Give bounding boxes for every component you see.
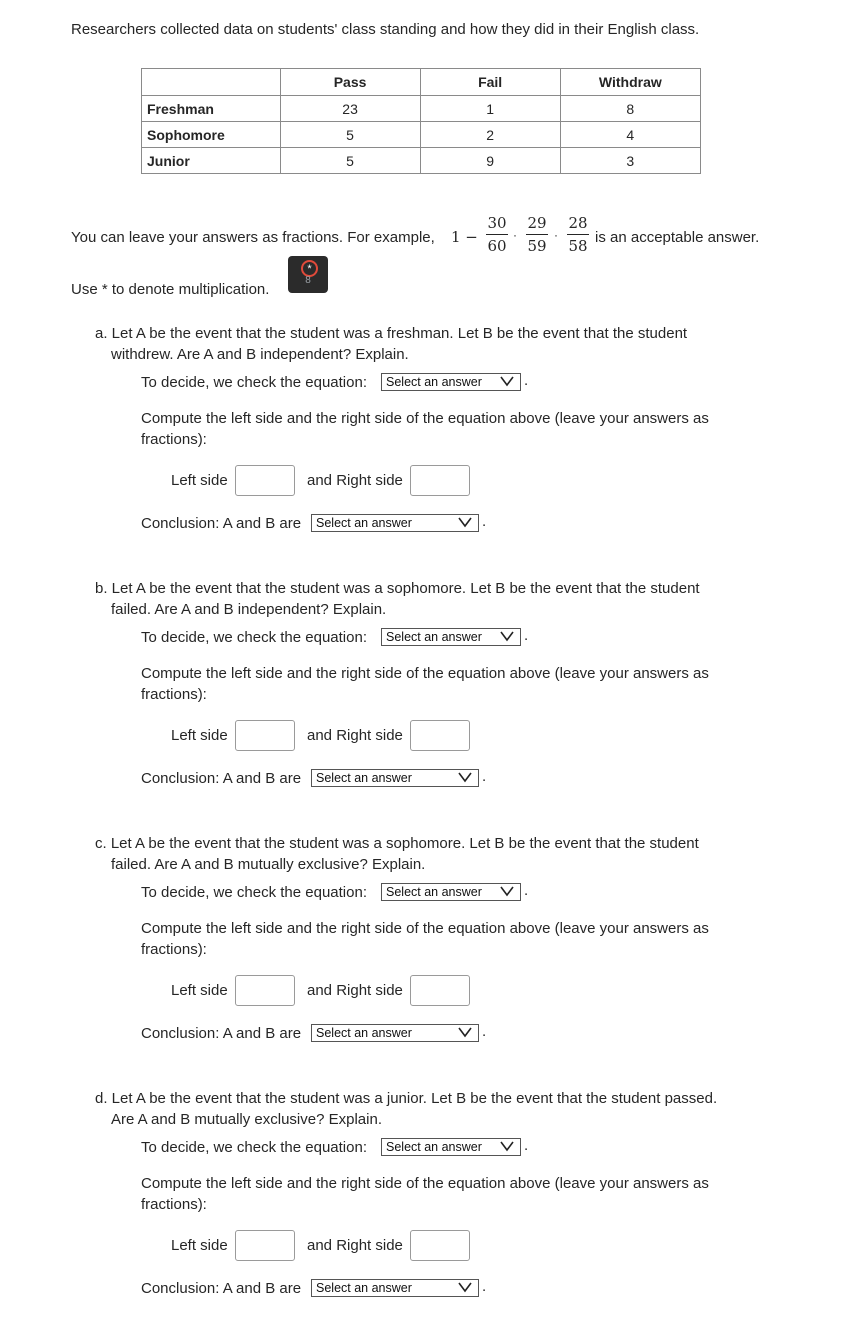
period: . [524,882,529,899]
select-value: Select an answer [316,516,412,530]
right-side-label: and Right side [307,472,403,489]
period: . [482,768,487,785]
table-cell: 5 [280,122,420,148]
chevron-down-icon [458,1281,472,1293]
check-equation-label: To decide, we check the equation: [141,1139,367,1156]
question-c-line1: c. Let A be the event that the student was a sophomore. Let B be the event that the student [95,835,699,852]
select-value: Select an answer [386,630,482,644]
left-side-label: Left side [171,727,228,744]
row-label-junior: Junior [142,148,281,174]
conclusion-label: Conclusion: A and B are [141,1025,302,1042]
example-fraction-3 [565,213,591,256]
question-d-line1: d. Let A be the event that the student was a junior. Let B be the event that the student passed. [95,1090,718,1107]
conclusion-select-c[interactable] [311,1024,479,1042]
example-prefix: You can leave your answers as fractions. For example, [71,229,435,246]
header-fail: Fail [420,69,560,96]
chevron-down-icon [458,516,472,528]
period: . [482,1023,487,1040]
example-one-minus: 1 − [451,228,478,246]
compute-instruction-line1: Compute the left side and the right side of the equation above (leave your answers as [141,410,709,427]
example-fraction-1 [484,213,510,256]
conclusion-label: Conclusion: A and B are [141,515,302,532]
compute-instruction-line2: fractions): [141,1196,207,1213]
chevron-down-icon [500,1140,514,1152]
table-cell: 9 [420,148,560,174]
select-value: Select an answer [386,375,482,389]
multiplication-dot: · [513,228,517,242]
conclusion-select-a[interactable] [311,514,479,532]
left-side-input-d[interactable] [235,1230,295,1261]
right-side-label: and Right side [307,727,403,744]
table-row [142,96,701,122]
table-cell: 4 [560,122,700,148]
left-side-label: Left side [171,1237,228,1254]
example-suffix: is an acceptable answer. [595,229,760,246]
right-side-label: and Right side [307,1237,403,1254]
right-side-input-a[interactable] [410,465,470,496]
compute-instruction-line2: fractions): [141,686,207,703]
equation-select-c[interactable] [381,883,521,901]
header-pass: Pass [280,69,420,96]
period: . [524,627,529,644]
intro-text: Researchers collected data on students' class standing and how they did in their English class. [71,21,700,38]
conclusion-label: Conclusion: A and B are [141,1280,302,1297]
question-d-line2: Are A and B mutually exclusive? Explain. [111,1111,382,1128]
period: . [482,513,487,530]
data-table [141,68,701,174]
right-side-input-b[interactable] [410,720,470,751]
table-corner-cell [142,69,281,96]
question-b-line2: failed. Are A and B independent? Explain. [111,601,387,618]
left-side-input-c[interactable] [235,975,295,1006]
fraction-numerator: 29 [527,214,547,232]
period: . [482,1278,487,1295]
chevron-down-icon [500,375,514,387]
equation-select-d[interactable] [381,1138,521,1156]
chevron-down-icon [500,630,514,642]
fraction-bar [486,234,508,235]
multiply-key-button[interactable] [288,256,328,293]
conclusion-select-d[interactable] [311,1279,479,1297]
period: . [524,1137,529,1154]
compute-instruction-line2: fractions): [141,941,207,958]
select-value: Select an answer [386,1140,482,1154]
multiplication-note: Use * to denote multiplication. [71,281,270,298]
select-value: Select an answer [316,1281,412,1295]
table-cell: 5 [280,148,420,174]
question-b-line1: b. Let A be the event that the student was a sophomore. Let B be the event that the student [95,580,700,597]
question-c-line2: failed. Are A and B mutually exclusive? Explain. [111,856,426,873]
select-value: Select an answer [316,771,412,785]
fraction-numerator: 30 [487,214,507,232]
left-side-label: Left side [171,982,228,999]
right-side-input-c[interactable] [410,975,470,1006]
example-fraction-2 [524,213,550,256]
left-side-label: Left side [171,472,228,489]
equation-select-a[interactable] [381,373,521,391]
row-label-freshman: Freshman [142,96,281,122]
check-equation-label: To decide, we check the equation: [141,884,367,901]
row-label-sophomore: Sophomore [142,122,281,148]
fraction-denominator: 58 [568,237,588,255]
table-cell: 8 [560,96,700,122]
fraction-bar [526,234,548,235]
select-value: Select an answer [316,1026,412,1040]
check-equation-label: To decide, we check the equation: [141,374,367,391]
left-side-input-b[interactable] [235,720,295,751]
compute-instruction-line1: Compute the left side and the right side of the equation above (leave your answers as [141,1175,709,1192]
right-side-input-d[interactable] [410,1230,470,1261]
asterisk-icon: * [301,260,318,277]
table-cell: 23 [280,96,420,122]
conclusion-label: Conclusion: A and B are [141,770,302,787]
compute-instruction-line2: fractions): [141,431,207,448]
question-a-line1: a. Let A be the event that the student was a freshman. Let B be the event that the student [95,325,688,342]
compute-instruction-line1: Compute the left side and the right side of the equation above (leave your answers as [141,665,709,682]
check-equation-label: To decide, we check the equation: [141,629,367,646]
fraction-bar [567,234,589,235]
left-side-input-a[interactable] [235,465,295,496]
conclusion-select-b[interactable] [311,769,479,787]
table-cell: 2 [420,122,560,148]
fraction-numerator: 28 [568,214,588,232]
fraction-denominator: 59 [527,237,547,255]
table-cell: 1 [420,96,560,122]
key-number: 8 [305,275,311,286]
table-row [142,122,701,148]
multiplication-dot: · [554,228,558,242]
table-row [142,148,701,174]
chevron-down-icon [458,1026,472,1038]
table-cell: 3 [560,148,700,174]
table-header-row [142,69,701,96]
chevron-down-icon [500,885,514,897]
chevron-down-icon [458,771,472,783]
compute-instruction-line1: Compute the left side and the right side of the equation above (leave your answers as [141,920,709,937]
fraction-denominator: 60 [487,237,507,255]
header-withdraw: Withdraw [560,69,700,96]
right-side-label: and Right side [307,982,403,999]
question-a-line2: withdrew. Are A and B independent? Explain. [111,346,409,363]
select-value: Select an answer [386,885,482,899]
equation-select-b[interactable] [381,628,521,646]
period: . [524,372,529,389]
